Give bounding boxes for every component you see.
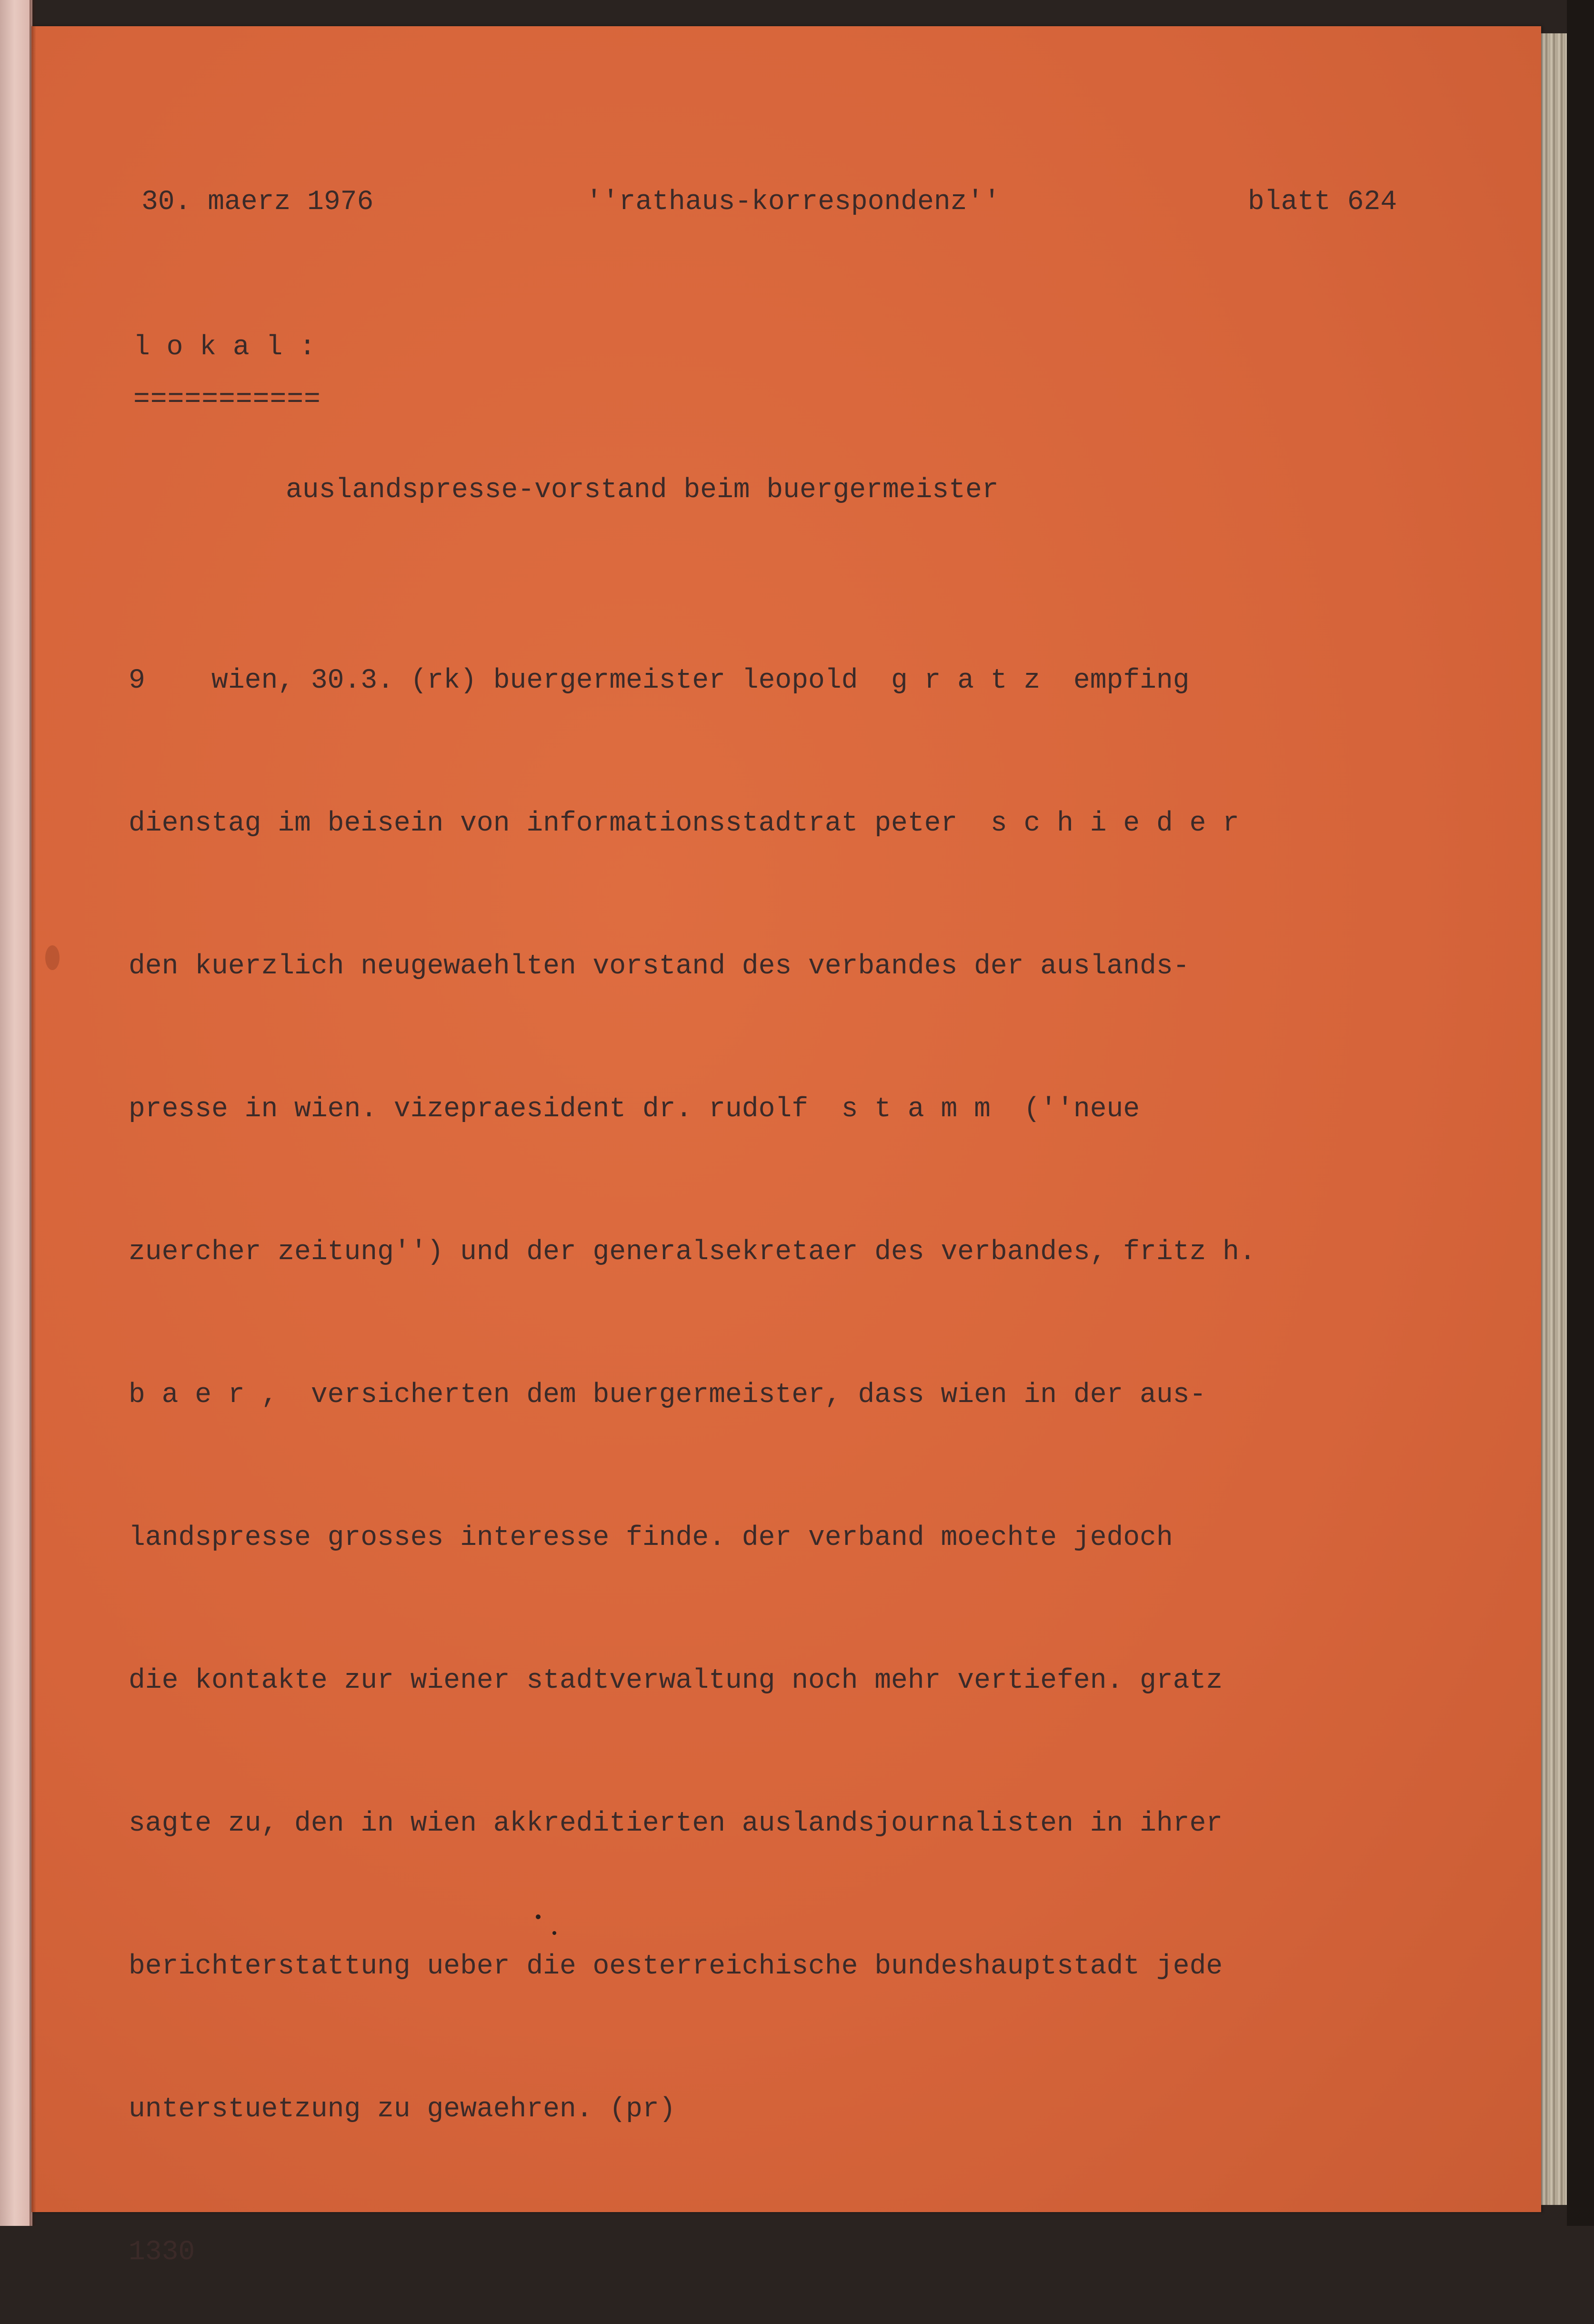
article-line: 1330 <box>129 2237 195 2268</box>
article-line: die kontakte zur wiener stadtverwaltung noch mehr vertiefen. gratz <box>129 1665 1223 1696</box>
article-line: zuercher zeitung'') und der generalsekretaer des verbandes, fritz h. <box>129 1237 1256 1268</box>
paper-blemish <box>45 945 60 970</box>
header-date: 30. maerz 1976 <box>141 187 374 218</box>
article-line: b a e r , versicherten dem buergermeister, dass wien in der aus- <box>129 1380 1206 1411</box>
article-line: presse in wien. vizepraesident dr. rudolf s t a m m (''neue <box>129 1094 1140 1125</box>
article-line: den kuerzlich neugewaehlten vorstand des verbandes der auslands- <box>129 951 1190 982</box>
article-line: 9 wien, 30.3. (rk) buergermeister leopold g r a t z empfing <box>129 665 1190 696</box>
binding-shadow <box>30 0 36 2226</box>
article-headline: auslandspresse-vorstand beim buergermeister <box>286 475 999 506</box>
article-line: landspresse grosses interesse finde. der verband moechte jedoch <box>129 1523 1173 1553</box>
article-body <box>129 562 1256 2324</box>
article-line: dienstag im beisein von informationsstadtrat peter s c h i e d e r <box>129 808 1239 839</box>
article-line: sagte zu, den in wien akkreditierten auslandsjournalisten in ihrer <box>129 1808 1223 1839</box>
stray-mark <box>552 1931 556 1935</box>
section-label: l o k a l : <box>133 332 316 363</box>
section-underline: =========== <box>133 384 321 415</box>
header-sheet-number: blatt 624 <box>1248 187 1397 218</box>
article-line: berichterstattung ueber die oesterreichische bundeshauptstadt jede <box>129 1951 1223 1982</box>
stray-mark <box>536 1914 541 1919</box>
binding-edge <box>0 0 32 2226</box>
header-publication: ''rathaus-korrespondenz'' <box>586 187 1001 218</box>
article-line: unterstuetzung zu gewaehren. (pr) <box>129 2094 676 2125</box>
book-cover-edge <box>1567 0 1594 2226</box>
